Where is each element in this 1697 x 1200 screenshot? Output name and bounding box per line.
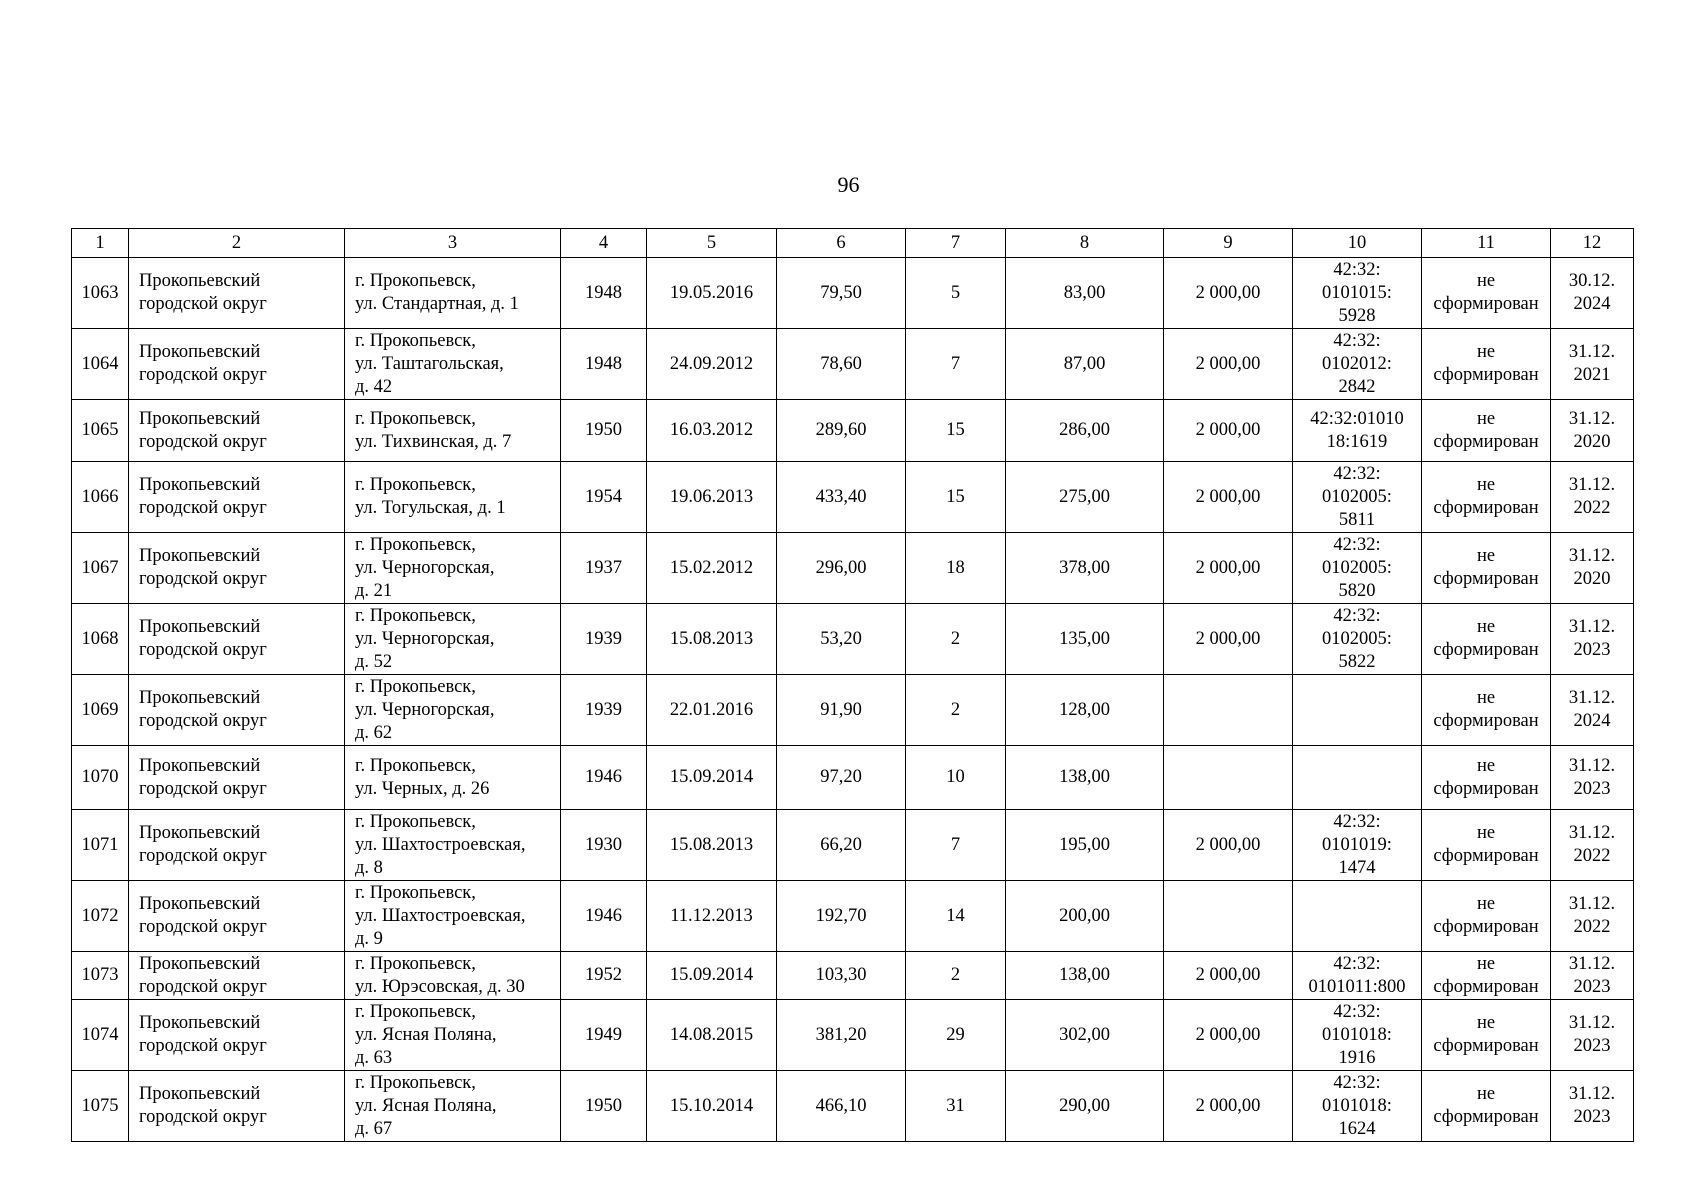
column-8-cell: 138,00	[1006, 952, 1164, 1000]
address-cell: г. Прокопьевск, ул. Черногорская, д. 21	[345, 533, 561, 604]
residents-cell: 29	[906, 1000, 1006, 1071]
residents-cell: 15	[906, 400, 1006, 462]
table-row	[72, 533, 1634, 604]
district-cell: Прокопьевский городской округ	[129, 1071, 345, 1142]
area-cell: 289,60	[777, 400, 906, 462]
district-cell: Прокопьевский городской округ	[129, 462, 345, 533]
cadastral-number-cell: 42:32: 0102005: 5811	[1293, 462, 1422, 533]
district-cell: Прокопьевский городской округ	[129, 881, 345, 952]
table-row	[72, 258, 1634, 329]
column-8-cell: 286,00	[1006, 400, 1164, 462]
row-number: 1066	[72, 462, 129, 533]
column-number-1: 1	[72, 229, 129, 258]
deadline-cell: 31.12. 2022	[1551, 810, 1634, 881]
recognition-date-cell: 11.12.2013	[647, 881, 777, 952]
status-cell: не сформирован	[1422, 746, 1551, 810]
deadline-cell: 31.12. 2022	[1551, 462, 1634, 533]
recognition-date-cell: 19.06.2013	[647, 462, 777, 533]
column-number-4: 4	[561, 229, 647, 258]
address-cell: г. Прокопьевск, ул. Шахтостроевская, д. 9	[345, 881, 561, 952]
column-8-cell: 87,00	[1006, 329, 1164, 400]
cadastral-number-cell: 42:32: 0101018: 1916	[1293, 1000, 1422, 1071]
column-number-12: 12	[1551, 229, 1634, 258]
residents-cell: 7	[906, 810, 1006, 881]
status-cell: не сформирован	[1422, 462, 1551, 533]
table-row	[72, 881, 1634, 952]
area-cell: 466,10	[777, 1071, 906, 1142]
deadline-cell: 31.12. 2023	[1551, 604, 1634, 675]
row-number: 1072	[72, 881, 129, 952]
column-9-cell: 2 000,00	[1164, 1071, 1293, 1142]
year-built-cell: 1946	[561, 746, 647, 810]
residents-cell: 14	[906, 881, 1006, 952]
row-number: 1073	[72, 952, 129, 1000]
status-cell: не сформирован	[1422, 1071, 1551, 1142]
year-built-cell: 1939	[561, 675, 647, 746]
column-8-cell: 83,00	[1006, 258, 1164, 329]
residents-cell: 15	[906, 462, 1006, 533]
address-cell: г. Прокопьевск, ул. Черногорская, д. 62	[345, 675, 561, 746]
recognition-date-cell: 15.02.2012	[647, 533, 777, 604]
column-9-cell: 2 000,00	[1164, 810, 1293, 881]
column-9-cell: 2 000,00	[1164, 604, 1293, 675]
cadastral-number-cell	[1293, 881, 1422, 952]
table-row	[72, 400, 1634, 462]
district-cell: Прокопьевский городской округ	[129, 533, 345, 604]
column-number-9: 9	[1164, 229, 1293, 258]
address-cell: г. Прокопьевск, ул. Юрэсовская, д. 30	[345, 952, 561, 1000]
year-built-cell: 1949	[561, 1000, 647, 1071]
deadline-cell: 31.12. 2023	[1551, 1000, 1634, 1071]
deadline-cell: 31.12. 2024	[1551, 675, 1634, 746]
cadastral-number-cell: 42:32:01010 18:1619	[1293, 400, 1422, 462]
year-built-cell: 1939	[561, 604, 647, 675]
residents-cell: 5	[906, 258, 1006, 329]
row-number: 1069	[72, 675, 129, 746]
address-cell: г. Прокопьевск, ул. Ясная Поляна, д. 67	[345, 1071, 561, 1142]
column-9-cell: 2 000,00	[1164, 258, 1293, 329]
table-row	[72, 604, 1634, 675]
status-cell: не сформирован	[1422, 604, 1551, 675]
year-built-cell: 1950	[561, 1071, 647, 1142]
column-9-cell: 2 000,00	[1164, 533, 1293, 604]
housing-register-table	[71, 228, 1634, 1142]
year-built-cell: 1948	[561, 258, 647, 329]
table-row	[72, 329, 1634, 400]
deadline-cell: 31.12. 2023	[1551, 952, 1634, 1000]
cadastral-number-cell: 42:32: 0102012: 2842	[1293, 329, 1422, 400]
district-cell: Прокопьевский городской округ	[129, 810, 345, 881]
table-row	[72, 462, 1634, 533]
column-8-cell: 195,00	[1006, 810, 1164, 881]
residents-cell: 10	[906, 746, 1006, 810]
status-cell: не сформирован	[1422, 881, 1551, 952]
address-cell: г. Прокопьевск, ул. Таштагольская, д. 42	[345, 329, 561, 400]
district-cell: Прокопьевский городской округ	[129, 604, 345, 675]
cadastral-number-cell: 42:32: 0101015: 5928	[1293, 258, 1422, 329]
cadastral-number-cell: 42:32: 0102005: 5820	[1293, 533, 1422, 604]
status-cell: не сформирован	[1422, 1000, 1551, 1071]
row-number: 1074	[72, 1000, 129, 1071]
district-cell: Прокопьевский городской округ	[129, 400, 345, 462]
column-9-cell: 2 000,00	[1164, 1000, 1293, 1071]
column-8-cell: 135,00	[1006, 604, 1164, 675]
address-cell: г. Прокопьевск, ул. Черных, д. 26	[345, 746, 561, 810]
address-cell: г. Прокопьевск, ул. Тихвинская, д. 7	[345, 400, 561, 462]
page-number: 96	[837, 172, 860, 197]
recognition-date-cell: 15.10.2014	[647, 1071, 777, 1142]
residents-cell: 2	[906, 675, 1006, 746]
year-built-cell: 1948	[561, 329, 647, 400]
address-cell: г. Прокопьевск, ул. Ясная Поляна, д. 63	[345, 1000, 561, 1071]
column-number-3: 3	[345, 229, 561, 258]
district-cell: Прокопьевский городской округ	[129, 952, 345, 1000]
status-cell: не сформирован	[1422, 810, 1551, 881]
area-cell: 91,90	[777, 675, 906, 746]
column-number-row	[72, 229, 1634, 258]
residents-cell: 18	[906, 533, 1006, 604]
area-cell: 66,20	[777, 810, 906, 881]
recognition-date-cell: 15.08.2013	[647, 604, 777, 675]
recognition-date-cell: 15.08.2013	[647, 810, 777, 881]
column-9-cell: 2 000,00	[1164, 952, 1293, 1000]
year-built-cell: 1952	[561, 952, 647, 1000]
column-8-cell: 128,00	[1006, 675, 1164, 746]
residents-cell: 7	[906, 329, 1006, 400]
year-built-cell: 1950	[561, 400, 647, 462]
deadline-cell: 31.12. 2023	[1551, 746, 1634, 810]
column-8-cell: 302,00	[1006, 1000, 1164, 1071]
status-cell: не сформирован	[1422, 329, 1551, 400]
recognition-date-cell: 15.09.2014	[647, 952, 777, 1000]
column-9-cell: 2 000,00	[1164, 462, 1293, 533]
row-number: 1065	[72, 400, 129, 462]
area-cell: 433,40	[777, 462, 906, 533]
column-9-cell: 2 000,00	[1164, 329, 1293, 400]
year-built-cell: 1930	[561, 810, 647, 881]
table-row	[72, 675, 1634, 746]
column-number-10: 10	[1293, 229, 1422, 258]
deadline-cell: 31.12. 2021	[1551, 329, 1634, 400]
cadastral-number-cell	[1293, 675, 1422, 746]
column-9-cell: 2 000,00	[1164, 400, 1293, 462]
district-cell: Прокопьевский городской округ	[129, 329, 345, 400]
address-cell: г. Прокопьевск, ул. Черногорская, д. 52	[345, 604, 561, 675]
column-8-cell: 378,00	[1006, 533, 1164, 604]
status-cell: не сформирован	[1422, 400, 1551, 462]
district-cell: Прокопьевский городской округ	[129, 746, 345, 810]
area-cell: 78,60	[777, 329, 906, 400]
column-8-cell: 200,00	[1006, 881, 1164, 952]
deadline-cell: 31.12. 2020	[1551, 533, 1634, 604]
row-number: 1068	[72, 604, 129, 675]
cadastral-number-cell: 42:32: 0101018: 1624	[1293, 1071, 1422, 1142]
column-9-cell	[1164, 675, 1293, 746]
deadline-cell: 31.12. 2023	[1551, 1071, 1634, 1142]
status-cell: не сформирован	[1422, 533, 1551, 604]
year-built-cell: 1954	[561, 462, 647, 533]
area-cell: 381,20	[777, 1000, 906, 1071]
address-cell: г. Прокопьевск, ул. Стандартная, д. 1	[345, 258, 561, 329]
recognition-date-cell: 19.05.2016	[647, 258, 777, 329]
cadastral-number-cell: 42:32: 0102005: 5822	[1293, 604, 1422, 675]
area-cell: 53,20	[777, 604, 906, 675]
recognition-date-cell: 22.01.2016	[647, 675, 777, 746]
district-cell: Прокопьевский городской округ	[129, 258, 345, 329]
recognition-date-cell: 16.03.2012	[647, 400, 777, 462]
status-cell: не сформирован	[1422, 675, 1551, 746]
column-9-cell	[1164, 746, 1293, 810]
column-number-5: 5	[647, 229, 777, 258]
table-row	[72, 746, 1634, 810]
year-built-cell: 1937	[561, 533, 647, 604]
address-cell: г. Прокопьевск, ул. Тогульская, д. 1	[345, 462, 561, 533]
deadline-cell: 31.12. 2022	[1551, 881, 1634, 952]
column-8-cell: 290,00	[1006, 1071, 1164, 1142]
address-cell: г. Прокопьевск, ул. Шахтостроевская, д. 8	[345, 810, 561, 881]
area-cell: 79,50	[777, 258, 906, 329]
cadastral-number-cell	[1293, 746, 1422, 810]
cadastral-number-cell: 42:32: 0101019: 1474	[1293, 810, 1422, 881]
column-8-cell: 138,00	[1006, 746, 1164, 810]
table-row	[72, 952, 1634, 1000]
status-cell: не сформирован	[1422, 258, 1551, 329]
row-number: 1064	[72, 329, 129, 400]
residents-cell: 2	[906, 952, 1006, 1000]
residents-cell: 31	[906, 1071, 1006, 1142]
area-cell: 103,30	[777, 952, 906, 1000]
table-row	[72, 810, 1634, 881]
row-number: 1067	[72, 533, 129, 604]
recognition-date-cell: 24.09.2012	[647, 329, 777, 400]
column-number-8: 8	[1006, 229, 1164, 258]
row-number: 1071	[72, 810, 129, 881]
recognition-date-cell: 14.08.2015	[647, 1000, 777, 1071]
status-cell: не сформирован	[1422, 952, 1551, 1000]
row-number: 1075	[72, 1071, 129, 1142]
column-number-7: 7	[906, 229, 1006, 258]
deadline-cell: 30.12. 2024	[1551, 258, 1634, 329]
cadastral-number-cell: 42:32: 0101011:800	[1293, 952, 1422, 1000]
row-number: 1070	[72, 746, 129, 810]
column-number-6: 6	[777, 229, 906, 258]
deadline-cell: 31.12. 2020	[1551, 400, 1634, 462]
column-8-cell: 275,00	[1006, 462, 1164, 533]
table-row	[72, 1071, 1634, 1142]
column-number-11: 11	[1422, 229, 1551, 258]
column-number-2: 2	[129, 229, 345, 258]
area-cell: 97,20	[777, 746, 906, 810]
year-built-cell: 1946	[561, 881, 647, 952]
recognition-date-cell: 15.09.2014	[647, 746, 777, 810]
column-9-cell	[1164, 881, 1293, 952]
area-cell: 192,70	[777, 881, 906, 952]
residents-cell: 2	[906, 604, 1006, 675]
area-cell: 296,00	[777, 533, 906, 604]
table-row	[72, 1000, 1634, 1071]
row-number: 1063	[72, 258, 129, 329]
district-cell: Прокопьевский городской округ	[129, 675, 345, 746]
district-cell: Прокопьевский городской округ	[129, 1000, 345, 1071]
